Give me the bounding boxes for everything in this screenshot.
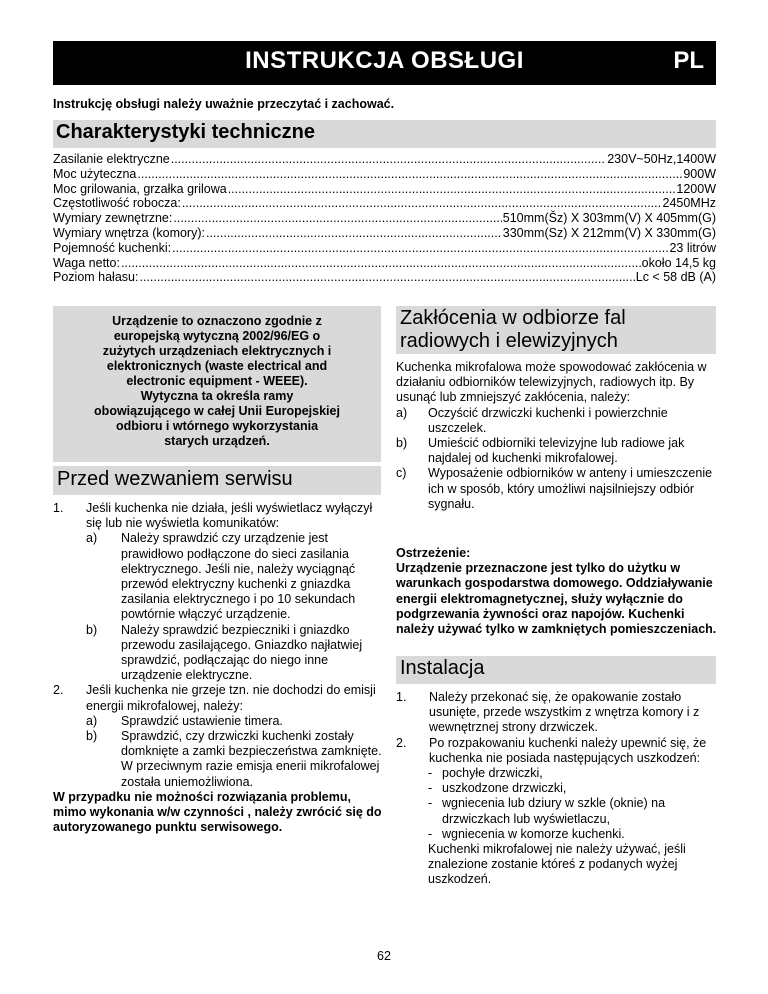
service-note: W przypadku nie możności rozwiązania problemu, mimo wykonania w/w czynności , należy zwrócić się do autoryzowanego punktu serwisowego. xyxy=(53,789,382,835)
damage-item xyxy=(428,796,718,826)
spec-row xyxy=(53,256,716,271)
list-item xyxy=(396,736,718,766)
weee-line: zużytych urządzeniach elektrycznych i xyxy=(102,344,332,358)
item-number: 1. xyxy=(53,501,64,515)
spec-value: 1200W xyxy=(676,181,716,196)
spec-value: 900W xyxy=(683,166,716,181)
spec-value: 23 litrów xyxy=(669,240,716,255)
weee-line: odbioru i wtórnego wykorzystania xyxy=(115,419,319,433)
service-section xyxy=(53,501,383,835)
item-number: 2. xyxy=(53,683,64,698)
item-text: Sprawdzić ustawienie timera. xyxy=(121,713,283,728)
damage-item xyxy=(428,766,718,781)
weee-line: obowiązującego w całej Unii Europejskiej xyxy=(94,404,340,418)
intro-text: Instrukcję obsługi należy uważnie przeczytać i zachować. xyxy=(53,97,395,111)
item-text: wgniecenia w komorze kuchenki. xyxy=(442,826,625,841)
list-item xyxy=(396,690,718,736)
spec-row xyxy=(53,182,716,197)
item-text: Umieścić odbiorniki televizyjne lub radiowe jak najdalej od kuchenki mikrofalowej. xyxy=(428,436,685,466)
sub-item xyxy=(86,729,383,790)
list-item xyxy=(53,501,383,531)
item-number: 1. xyxy=(396,690,407,704)
dash-bullet: - xyxy=(428,796,433,811)
item-text: Oczyścić drzwiczki kuchenki i powierzchnie uszczelek. xyxy=(428,405,668,435)
spec-value: około 14,5 kg xyxy=(641,255,716,270)
item-letter: b) xyxy=(86,622,98,637)
spec-row xyxy=(53,196,716,211)
spec-value: 330mm(Sz) X 212mm(V) X 330mm(G) xyxy=(502,225,716,240)
spec-value: 510mm(Šz) X 303mm(V) X 405mm(G) xyxy=(502,211,716,226)
spec-value: 2450MHz xyxy=(662,196,716,211)
interference-heading: Zakłócenia w odbiorze fal radiowych i elewizyjnych xyxy=(396,306,716,354)
install-closing: Kuchenki mikrofalowej nie należy używać, jeśli znalezione zostanie któreś z podanych wyżej uszkodzeń. xyxy=(428,842,686,887)
spec-row xyxy=(53,211,716,226)
list-item xyxy=(396,466,718,512)
spec-row xyxy=(53,241,716,256)
title-banner xyxy=(53,41,716,85)
warning-title: Ostrzeżenie: xyxy=(396,546,471,560)
interference-intro: Kuchenka mikrofalowa może spowodować zakłócenia w działaniu odbiorników telewizyjnych, radiowych itp. By usunąć lub zmniejszyć zakłócenia, należy: xyxy=(396,360,707,405)
weee-line: Urządzenie to oznaczono zgodnie z xyxy=(112,314,322,328)
weee-line: Wytyczna ta określa ramy xyxy=(140,389,294,403)
spec-label: Wymiary zewnętrzne: xyxy=(53,211,173,226)
specs-list xyxy=(53,152,716,285)
spec-label: Moc użyteczna xyxy=(53,166,137,181)
item-letter: c) xyxy=(396,466,407,481)
spec-row xyxy=(53,152,716,167)
spec-row xyxy=(53,270,716,285)
spec-label: Moc grilowania, grzałka grilowa xyxy=(53,181,227,196)
spec-label: Pojemność kuchenki: xyxy=(53,240,172,255)
spec-label: Wymiary wnętrza (komory): xyxy=(53,225,205,240)
spec-label: Zasilanie elektryczne xyxy=(53,152,170,166)
item-text: Należy sprawdzić bezpieczniki i gniazdko przewodu zasilającego. Gniazdko najłatwiej sprawdzić, podłączając do niego inne urządzenie elektryczne. xyxy=(121,622,363,683)
weee-line: elektronicznych (waste electrical and xyxy=(106,359,328,373)
install-section xyxy=(396,690,718,888)
item-text: Po rozpakowaniu kuchenki należy upewnić się, że kuchenka nie posiada następujących uszkodzeń: xyxy=(429,735,707,765)
item-text: Sprawdzić, czy drzwiczki kuchenki zostały domknięte a zamki bezpieczeństwa zamknięte. W przeciwnym razie emisja enerii mikrofalowej została uniemożliwiona. xyxy=(121,729,382,789)
install-heading: Instalacja xyxy=(396,656,716,684)
specs-heading: Charakterystyki techniczne xyxy=(53,120,716,148)
language-code: PL xyxy=(673,47,704,74)
weee-line: europejską wytyczną 2002/96/EG o xyxy=(113,329,321,343)
spec-label: Waga netto: xyxy=(53,255,120,270)
item-text: Wyposażenie odbiorników w anteny i umieszczenie ich w sposób, który umożliwi najsilniejszy odbiór sygnału. xyxy=(428,466,713,511)
item-text: wgniecenia lub dziury w szkle (oknie) na drzwiczkach lub wyświetlaczu, xyxy=(442,796,666,826)
item-letter: b) xyxy=(396,436,408,451)
item-letter: a) xyxy=(396,405,408,420)
list-item xyxy=(396,436,718,466)
item-letter: a) xyxy=(86,531,98,546)
warning-text: Urządzenie przeznaczone jest tylko do użytku w warunkach gospodarstwa domowego. Oddziaływanie energii elektromagnetycznej, służy wyłącznie do podgrzewania żywności oraz napojów. Kuchenki należy używać tylko w zamkniętych pomieszczeniach. xyxy=(396,561,717,637)
interference-section xyxy=(396,360,718,512)
item-letter: a) xyxy=(86,713,98,728)
weee-notice-box xyxy=(53,306,381,462)
dash-bullet: - xyxy=(428,766,433,781)
spec-value: Lc < 58 dB (A) xyxy=(635,270,716,285)
damage-item xyxy=(428,827,718,842)
sub-item xyxy=(86,531,383,622)
item-text: uszkodzone drzwiczki, xyxy=(442,781,567,796)
dash-bullet: - xyxy=(428,781,433,796)
weee-line: starych urządzeń. xyxy=(164,434,270,448)
dash-bullet: - xyxy=(428,826,433,841)
spec-row xyxy=(53,167,716,182)
sub-item xyxy=(86,623,383,684)
item-text: Należy przekonać się, że opakowanie zostało usunięte, przede wszystkim z wnętrza komory i z wewnętrznej strony drzwiczek. xyxy=(429,690,700,735)
item-text: pochyłe drzwiczki, xyxy=(442,766,543,781)
item-text: Jeśli kuchenka nie grzeje tzn. nie dochodzi do emisji energii mikrofalowej, należy: xyxy=(86,683,376,713)
spec-value: 230V~50Hz,1400W xyxy=(607,152,716,166)
warning-block xyxy=(396,546,718,637)
weee-line: electronic equipment - WEEE). xyxy=(126,374,308,388)
service-heading: Przed wezwaniem serwisu xyxy=(53,466,381,495)
spec-label: Poziom hałasu: xyxy=(53,270,139,285)
list-item xyxy=(396,406,718,436)
list-item xyxy=(53,683,383,713)
item-number: 2. xyxy=(396,735,407,750)
page-title: INSTRUKCJA OBSŁUGI xyxy=(245,47,524,74)
spec-row xyxy=(53,226,716,241)
damage-item xyxy=(428,781,718,796)
item-text: Jeśli kuchenka nie działa, jeśli wyświetlacz wyłączył się lub nie wyświetla komunikatów: xyxy=(86,501,373,531)
item-text: Należy sprawdzić czy urządzenie jest prawidłowo podłączone do sieci zasilania elektrycznego. Jeśli nie, należy wyciągnąć przewód elektryczny kuchenki z gniazdka zasilania elektrycznego i po 10 sekundach powtórnie włączyć urządzenie. xyxy=(121,531,356,622)
page-number: 62 xyxy=(377,949,391,963)
sub-item xyxy=(86,714,383,729)
spec-label: Częstotliwość robocza: xyxy=(53,196,181,211)
item-letter: b) xyxy=(86,729,98,744)
